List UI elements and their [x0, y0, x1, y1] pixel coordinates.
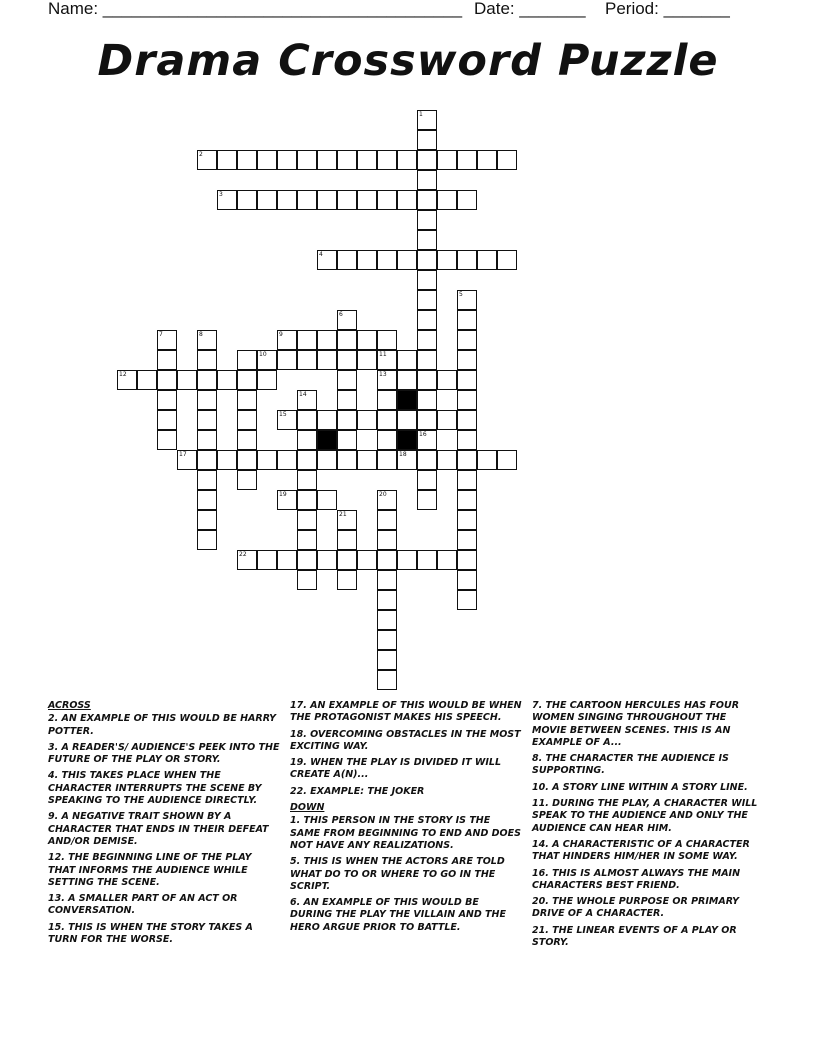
grid-cell[interactable] [337, 510, 357, 530]
clue-section-heading: ACROSS [48, 700, 91, 711]
clue-number: 2 [199, 151, 203, 158]
grid-cell[interactable] [157, 430, 177, 450]
grid-cell[interactable] [417, 430, 437, 450]
grid-cell[interactable] [257, 450, 277, 470]
clue-text: 12. THE BEGINNING LINE OF THE PLAY THAT INFORMS THE AUDIENCE WHILE SETTING THE SCENE. [48, 852, 252, 888]
grid-cell[interactable] [417, 390, 437, 410]
grid-cell[interactable] [277, 550, 297, 570]
grid-cell[interactable] [277, 330, 297, 350]
grid-cell[interactable] [197, 150, 217, 170]
grid-cell[interactable] [297, 150, 317, 170]
grid-cell[interactable] [337, 350, 357, 370]
grid-cell[interactable] [457, 350, 477, 370]
grid-cell[interactable] [417, 310, 437, 330]
clue-number: 12 [119, 371, 127, 378]
grid-cell[interactable] [337, 410, 357, 430]
clue-text: 17. AN EXAMPLE OF THIS WOULD BE WHEN THE PROTAGONIST MAKES HIS SPEECH. [290, 700, 522, 724]
clue-number: 20 [379, 491, 387, 498]
grid-cell[interactable] [297, 330, 317, 350]
grid-cell[interactable] [277, 410, 297, 430]
grid-cell[interactable] [317, 350, 337, 370]
grid-cell[interactable] [157, 390, 177, 410]
grid-cell[interactable] [197, 470, 217, 490]
grid-cell[interactable] [337, 450, 357, 470]
grid-cell[interactable] [317, 410, 337, 430]
grid-cell[interactable] [337, 190, 357, 210]
grid-cell[interactable] [417, 290, 437, 310]
clue-text: 4. THIS TAKES PLACE WHEN THE CHARACTER INTERRUPTS THE SCENE BY SPEAKING TO THE AUDIENCE DIRECTLY. [48, 770, 262, 807]
clue-number: 6 [339, 311, 343, 318]
grid-cell[interactable] [417, 210, 437, 230]
grid-cell[interactable] [377, 650, 397, 670]
grid-cell[interactable] [277, 490, 297, 510]
clue-text: 13. A SMALLER PART OF AN ACT OR CONVERSATION. [48, 893, 238, 917]
grid-cell[interactable] [377, 590, 397, 610]
clue-text: 6. AN EXAMPLE OF THIS WOULD BE DURING THE PLAY THE VILLAIN AND THE HERO ARGUE PRIOR TO BATTLE. [290, 897, 506, 933]
clue-number: 5 [459, 291, 463, 298]
clues-column-1 [48, 700, 280, 950]
clue-number: 8 [199, 331, 203, 338]
grid-cell[interactable] [457, 430, 477, 450]
grid-cell[interactable] [377, 610, 397, 630]
clue-number: 21 [339, 511, 347, 518]
grid-cell[interactable] [297, 510, 317, 530]
grid-cell[interactable] [377, 250, 397, 270]
grid-cell[interactable] [437, 450, 457, 470]
grid-cell[interactable] [477, 150, 497, 170]
grid-cell[interactable] [117, 370, 137, 390]
period-field[interactable]: Period: _______ [605, 0, 730, 18]
date-field[interactable]: Date: _______ [474, 0, 586, 18]
grid-cell[interactable] [337, 250, 357, 270]
grid-cell[interactable] [337, 530, 357, 550]
grid-cell[interactable] [317, 330, 337, 350]
grid-cell[interactable] [417, 330, 437, 350]
grid-cell[interactable] [377, 630, 397, 650]
grid-cell[interactable] [257, 150, 277, 170]
grid-cell[interactable] [317, 450, 337, 470]
grid-cell[interactable] [357, 350, 377, 370]
grid-cell[interactable] [437, 370, 457, 390]
grid-cell[interactable] [197, 450, 217, 470]
grid-cell[interactable] [277, 150, 297, 170]
grid-cell[interactable] [437, 150, 457, 170]
grid-cell[interactable] [457, 150, 477, 170]
grid-cell[interactable] [417, 410, 437, 430]
clue-number: 7 [159, 331, 163, 338]
grid-cell[interactable] [357, 550, 377, 570]
grid-cell[interactable] [457, 330, 477, 350]
grid-cell[interactable] [177, 450, 197, 470]
clue-number: 3 [219, 191, 223, 198]
grid-cell[interactable] [397, 450, 417, 470]
grid-cell[interactable] [237, 370, 257, 390]
grid-cell[interactable] [137, 370, 157, 390]
grid-cell[interactable] [237, 470, 257, 490]
grid-cell[interactable] [377, 150, 397, 170]
grid-cell[interactable] [397, 410, 417, 430]
grid-cell[interactable] [377, 430, 397, 450]
grid-cell[interactable] [397, 350, 417, 370]
clue-text: 5. THIS IS WHEN THE ACTORS ARE TOLD WHAT DO TO OR WHERE TO GO IN THE SCRIPT. [290, 856, 505, 892]
grid-cell[interactable] [437, 550, 457, 570]
grid-cell[interactable] [457, 370, 477, 390]
grid-cell[interactable] [337, 430, 357, 450]
grid-cell[interactable] [457, 530, 477, 550]
grid-cell[interactable] [417, 470, 437, 490]
clues-column-2 [290, 700, 522, 938]
grid-cell[interactable] [217, 370, 237, 390]
grid-cell[interactable] [297, 430, 317, 450]
grid-cell[interactable] [257, 350, 277, 370]
grid-cell[interactable] [197, 490, 217, 510]
grid-cell[interactable] [377, 410, 397, 430]
name-field[interactable]: Name: ______________________________________ [48, 0, 463, 18]
grid-cell[interactable] [317, 150, 337, 170]
grid-cell[interactable] [217, 450, 237, 470]
black-square [397, 390, 417, 410]
grid-cell[interactable] [417, 170, 437, 190]
grid-cell[interactable] [377, 570, 397, 590]
grid-cell[interactable] [197, 510, 217, 530]
grid-cell[interactable] [497, 250, 517, 270]
grid-cell[interactable] [157, 370, 177, 390]
clue-number: 16 [419, 431, 427, 438]
grid-cell[interactable] [457, 390, 477, 410]
grid-cell[interactable] [177, 370, 197, 390]
grid-cell[interactable] [377, 670, 397, 690]
grid-cell[interactable] [437, 410, 457, 430]
grid-cell[interactable] [477, 450, 497, 470]
grid-cell[interactable] [237, 190, 257, 210]
clue-number: 15 [279, 411, 287, 418]
clue-text: 14. A CHARACTERISTIC OF A CHARACTER THAT HINDERS HIM/HER IN SOME WAY. [532, 838, 750, 863]
clue-text: 1. THIS PERSON IN THE STORY IS THE SAME FROM BEGINNING TO END AND DOES NOT HAVE ANY REALIZATIONS. [290, 815, 521, 851]
clue-text: 20. THE WHOLE PURPOSE OR PRIMARY DRIVE OF A CHARACTER. [532, 896, 740, 920]
grid-cell[interactable] [337, 570, 357, 590]
clue-number: 4 [319, 251, 323, 258]
grid-cell[interactable] [457, 570, 477, 590]
grid-cell[interactable] [197, 330, 217, 350]
grid-cell[interactable] [417, 270, 437, 290]
page-title: Drama Crossword Puzzle [97, 36, 719, 86]
grid-cell[interactable] [377, 450, 397, 470]
grid-cell[interactable] [497, 450, 517, 470]
grid-cell[interactable] [357, 190, 377, 210]
grid-cell[interactable] [237, 550, 257, 570]
grid-cell[interactable] [497, 150, 517, 170]
grid-cell[interactable] [237, 390, 257, 410]
grid-cell[interactable] [477, 250, 497, 270]
grid-cell[interactable] [197, 430, 217, 450]
grid-cell[interactable] [377, 370, 397, 390]
black-square [317, 430, 337, 450]
grid-cell[interactable] [417, 110, 437, 130]
grid-cell[interactable] [297, 550, 317, 570]
grid-cell[interactable] [197, 390, 217, 410]
clue-number: 1 [419, 111, 423, 118]
grid-cell[interactable] [457, 550, 477, 570]
grid-cell[interactable] [417, 350, 437, 370]
grid-cell[interactable] [457, 450, 477, 470]
clue-text: 10. A STORY LINE WITHIN A STORY LINE. [532, 781, 748, 793]
grid-cell[interactable] [457, 410, 477, 430]
grid-cell[interactable] [297, 450, 317, 470]
grid-cell[interactable] [237, 450, 257, 470]
grid-cell[interactable] [337, 390, 357, 410]
clue-text: 9. A NEGATIVE TRAIT SHOWN BY A CHARACTER THAT ENDS IN THEIR DEFEAT AND/OR DEMISE. [48, 811, 269, 847]
clue-text: 16. THIS IS ALMOST ALWAYS THE MAIN CHARACTERS BEST FRIEND. [532, 867, 741, 891]
grid-cell[interactable] [297, 570, 317, 590]
black-square [397, 430, 417, 450]
grid-cell[interactable] [377, 510, 397, 530]
grid-cell[interactable] [417, 190, 437, 210]
clue-text: 15. THIS IS WHEN THE STORY TAKES A TURN FOR THE WORSE. [48, 921, 253, 946]
grid-cell[interactable] [297, 410, 317, 430]
clue-text: 19. WHEN THE PLAY IS DIVIDED IT WILL CREATE A(N)... [290, 757, 502, 781]
clue-number: 10 [259, 351, 267, 358]
grid-cell[interactable] [437, 250, 457, 270]
clue-number: 19 [279, 491, 287, 498]
grid-cell[interactable] [357, 150, 377, 170]
grid-cell[interactable] [397, 250, 417, 270]
grid-cell[interactable] [357, 410, 377, 430]
grid-cell[interactable] [317, 490, 337, 510]
grid-cell[interactable] [397, 190, 417, 210]
grid-cell[interactable] [417, 490, 437, 510]
clue-number: 9 [279, 331, 283, 338]
grid-cell[interactable] [417, 150, 437, 170]
grid-cell[interactable] [417, 370, 437, 390]
clue-number: 11 [379, 351, 387, 358]
clue-text: 3. A READER'S/ AUDIENCE'S PEEK INTO THE FUTURE OF THE PLAY OR STORY. [48, 741, 280, 766]
grid-cell[interactable] [357, 250, 377, 270]
clue-number: 14 [299, 391, 307, 398]
grid-cell[interactable] [297, 490, 317, 510]
grid-cell[interactable] [457, 290, 477, 310]
grid-cell[interactable] [457, 510, 477, 530]
grid-cell[interactable] [257, 370, 277, 390]
clue-text: 2. AN EXAMPLE OF THIS WOULD BE HARRY POTTER. [48, 713, 277, 737]
grid-cell[interactable] [297, 350, 317, 370]
grid-cell[interactable] [377, 330, 397, 350]
grid-cell[interactable] [237, 150, 257, 170]
grid-cell[interactable] [237, 350, 257, 370]
clue-text: 11. DURING THE PLAY, A CHARACTER WILL SPEAK TO THE AUDIENCE AND ONLY THE AUDIENCE CAN HEAR HIM. [532, 798, 758, 834]
clue-text: 22. EXAMPLE: THE JOKER [290, 785, 425, 797]
grid-cell[interactable] [317, 550, 337, 570]
grid-cell[interactable] [197, 370, 217, 390]
grid-cell[interactable] [377, 550, 397, 570]
grid-cell[interactable] [457, 470, 477, 490]
grid-cell[interactable] [277, 190, 297, 210]
grid-cell[interactable] [337, 550, 357, 570]
grid-cell[interactable] [377, 530, 397, 550]
grid-cell[interactable] [417, 230, 437, 250]
grid-cell[interactable] [257, 190, 277, 210]
clue-section-heading: DOWN [290, 802, 325, 814]
grid-cell[interactable] [377, 390, 397, 410]
grid-cell[interactable] [397, 550, 417, 570]
grid-cell[interactable] [457, 590, 477, 610]
grid-cell[interactable] [377, 190, 397, 210]
grid-cell[interactable] [297, 390, 317, 410]
grid-cell[interactable] [337, 330, 357, 350]
grid-cell[interactable] [357, 330, 377, 350]
grid-cell[interactable] [457, 190, 477, 210]
grid-cell[interactable] [317, 190, 337, 210]
grid-cell[interactable] [297, 470, 317, 490]
grid-cell[interactable] [397, 370, 417, 390]
grid-cell[interactable] [417, 130, 437, 150]
grid-cell[interactable] [277, 450, 297, 470]
grid-cell[interactable] [157, 410, 177, 430]
grid-cell[interactable] [357, 450, 377, 470]
grid-cell[interactable] [317, 250, 337, 270]
grid-cell[interactable] [417, 250, 437, 270]
grid-cell[interactable] [457, 250, 477, 270]
clue-text: 18. OVERCOMING OBSTACLES IN THE MOST EXCITING WAY. [290, 728, 521, 752]
grid-cell[interactable] [197, 350, 217, 370]
grid-cell[interactable] [457, 490, 477, 510]
grid-cell[interactable] [237, 430, 257, 450]
grid-cell[interactable] [417, 550, 437, 570]
grid-cell[interactable] [217, 150, 237, 170]
clue-text: 21. THE LINEAR EVENTS OF A PLAY OR STORY. [532, 924, 737, 949]
grid-cell[interactable] [297, 530, 317, 550]
grid-cell[interactable] [157, 350, 177, 370]
grid-cell[interactable] [437, 190, 457, 210]
clue-number: 22 [239, 551, 247, 558]
grid-cell[interactable] [377, 490, 397, 510]
clue-number: 13 [379, 371, 387, 378]
clue-text: 8. THE CHARACTER THE AUDIENCE IS SUPPORTING. [532, 753, 729, 777]
clue-text: 7. THE CARTOON HERCULES HAS FOUR WOMEN SINGING THROUGHOUT THE MOVIE BETWEEN SCENES. THIS IS AN EXAMPLE OF A... [532, 700, 740, 748]
grid-cell[interactable] [237, 410, 257, 430]
grid-cell[interactable] [257, 550, 277, 570]
clues-column-3 [532, 700, 764, 953]
grid-cell[interactable] [277, 350, 297, 370]
clue-number: 17 [179, 451, 187, 458]
grid-cell[interactable] [157, 330, 177, 350]
grid-cell[interactable] [337, 370, 357, 390]
grid-cell[interactable] [397, 150, 417, 170]
grid-cell[interactable] [217, 190, 237, 210]
grid-cell[interactable] [297, 190, 317, 210]
grid-cell[interactable] [337, 150, 357, 170]
grid-cell[interactable] [197, 410, 217, 430]
grid-cell[interactable] [377, 350, 397, 370]
grid-cell[interactable] [337, 310, 357, 330]
grid-cell[interactable] [197, 530, 217, 550]
grid-cell[interactable] [457, 310, 477, 330]
grid-cell[interactable] [417, 450, 437, 470]
clue-number: 18 [399, 451, 407, 458]
